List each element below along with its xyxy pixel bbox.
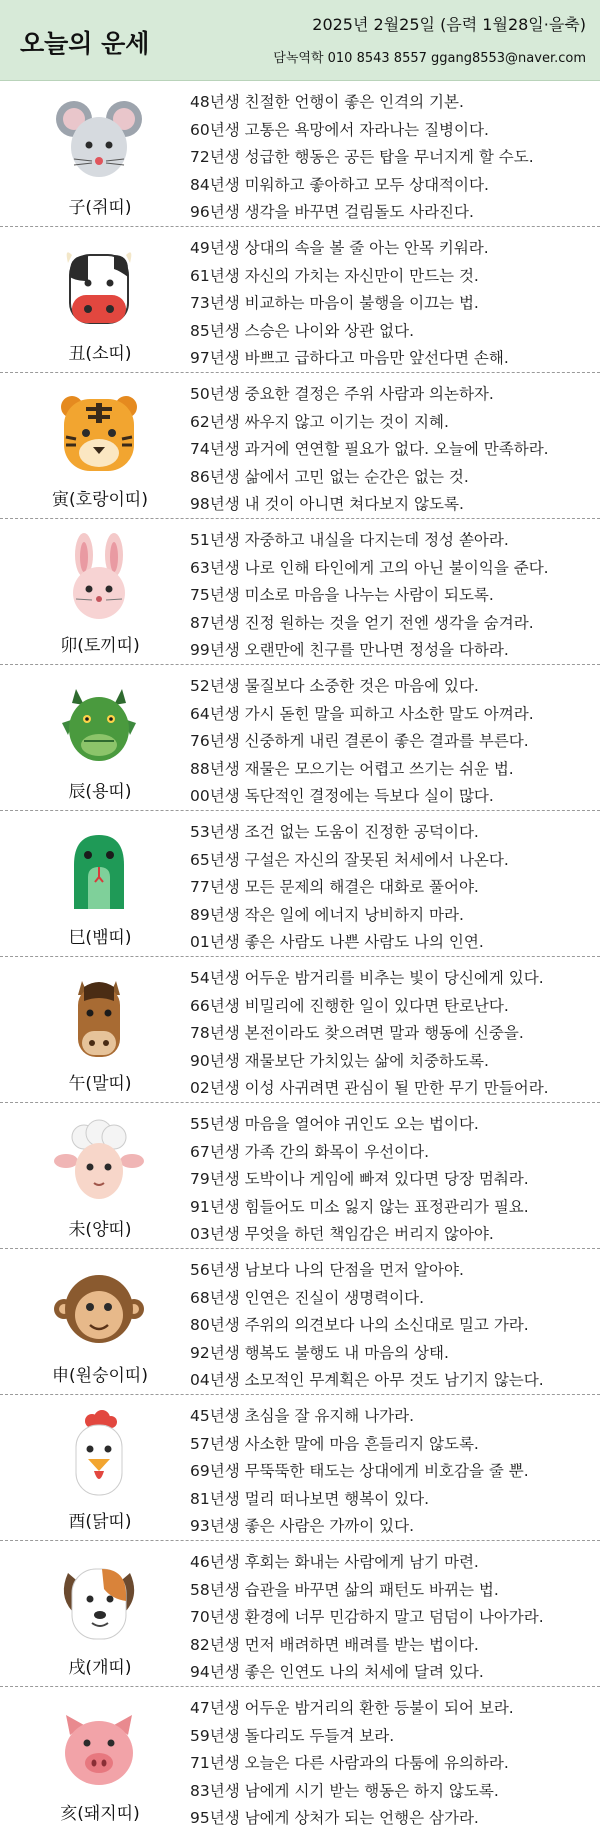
fortune-line: 91년생 힘들어도 미소 잃지 않는 표정관리가 필요. [190, 1197, 529, 1216]
fortune-line: 46년생 후회는 화내는 사람에게 남기 마련. [190, 1553, 479, 1571]
fortune-line: 65년생 구설은 자신의 잘못된 처세에서 나온다. [190, 850, 509, 869]
fortune-list [190, 1111, 596, 1249]
animal-column [0, 81, 180, 226]
fortune-list [190, 235, 596, 373]
animal-label: 未(양띠) [68, 1220, 132, 1240]
animal-label: 申(원숭이띠) [52, 1366, 148, 1386]
header [0, 0, 600, 81]
dragon-icon [54, 679, 144, 769]
fortune-line: 76년생 신중하게 내린 결론이 좋은 결과를 부른다. [190, 732, 529, 750]
animal-label: 寅(호랑이띠) [52, 490, 148, 510]
fortune-line: 86년생 삶에서 고민 없는 순간은 없는 것. [190, 467, 469, 486]
fortune-line: 56년생 남보다 나의 단점을 먼저 알아야. [190, 1261, 464, 1279]
fortune-line: 88년생 재물은 모으기는 어렵고 쓰기는 쉬운 법. [190, 759, 514, 778]
fortune-line: 04년생 소모적인 무계획은 아무 것도 남기지 않는다. [190, 1371, 544, 1389]
fortune-list [190, 673, 596, 811]
animal-column [0, 665, 180, 810]
fortune-line: 94년생 좋은 인연도 나의 처세에 달려 있다. [190, 1663, 484, 1681]
fortune-line: 54년생 어두운 밤거리를 비추는 빛이 당신에게 있다. [190, 969, 544, 987]
animal-column [0, 373, 180, 518]
zodiac-row-rabbit [0, 519, 600, 665]
fortune-list [190, 1403, 596, 1541]
animal-label: 戌(개띠) [68, 1658, 132, 1678]
animal-column [0, 227, 180, 372]
page-title: 오늘의 운세 [20, 29, 150, 58]
fortune-line: 62년생 싸우지 않고 이기는 것이 지혜. [190, 412, 449, 431]
fortune-line: 59년생 돌다리도 두들겨 보라. [190, 1726, 395, 1745]
fortune-list [190, 1257, 596, 1395]
fortune-line: 50년생 중요한 결정은 주위 사람과 의논하자. [190, 385, 494, 403]
fortune-line: 74년생 과거에 연연할 필요가 없다. 오늘에 만족하라. [190, 440, 549, 458]
fortune-line: 66년생 비밀리에 진행한 일이 있다면 탄로난다. [190, 996, 509, 1015]
zodiac-row-tiger [0, 373, 600, 519]
zodiac-row-rat [0, 81, 600, 227]
fortune-line: 53년생 조건 없는 도움이 진정한 공덕이다. [190, 823, 479, 841]
date-line: 2025년 2월25일 (음력 1월28일·을축) [312, 15, 586, 34]
fortune-line: 95년생 남에게 상처가 되는 언행은 삼가라. [190, 1809, 479, 1827]
fortune-line: 60년생 고통은 욕망에서 자라나는 질병이다. [190, 120, 489, 139]
fortune-list [190, 819, 596, 957]
fortune-list [190, 527, 596, 665]
fortune-list [190, 1549, 596, 1687]
zodiac-row-sheep [0, 1103, 600, 1249]
fortune-line: 03년생 무엇을 하던 책임감은 버리지 않아야. [190, 1225, 494, 1243]
fortune-line: 51년생 자중하고 내실을 다지는데 정성 쏟아라. [190, 531, 509, 549]
contact-line: 담녹역학 010 8543 8557 ggang8553@naver.com [273, 51, 586, 66]
rabbit-icon [54, 533, 144, 623]
fortune-line: 48년생 친절한 언행이 좋은 인격의 기본. [190, 93, 464, 111]
fortune-line: 97년생 바쁘고 급하다고 마음만 앞선다면 손해. [190, 349, 509, 367]
snake-icon [54, 825, 144, 915]
fortune-line: 83년생 남에게 시기 받는 행동은 하지 않도록. [190, 1781, 499, 1800]
header-info [273, 12, 586, 66]
rat-icon [54, 95, 144, 185]
fortune-list [190, 381, 596, 519]
fortune-line: 45년생 초심을 잘 유지해 나가라. [190, 1407, 415, 1425]
fortune-line: 69년생 무뚝뚝한 태도는 상대에게 비호감을 줄 뿐. [190, 1462, 529, 1480]
fortune-line: 57년생 사소한 말에 마음 흔들리지 않도록. [190, 1434, 479, 1453]
zodiac-row-pig [0, 1687, 600, 1833]
animal-label: 亥(돼지띠) [60, 1804, 140, 1824]
fortune-line: 93년생 좋은 사람은 가까이 있다. [190, 1517, 415, 1535]
animal-label: 辰(용띠) [68, 782, 132, 802]
animal-label: 子(쥐띠) [68, 198, 132, 218]
fortune-line: 98년생 내 것이 아니면 쳐다보지 않도록. [190, 495, 464, 513]
sheep-icon [54, 1117, 144, 1207]
fortune-line: 78년생 본전이라도 찾으려면 말과 행동에 신중을. [190, 1024, 524, 1042]
animal-column [0, 811, 180, 956]
fortune-line: 90년생 재물보단 가치있는 삶에 치중하도록. [190, 1051, 489, 1070]
fortune-line: 47년생 어두운 밤거리의 환한 등불이 되어 보라. [190, 1699, 514, 1717]
fortune-line: 85년생 스승은 나이와 상관 없다. [190, 321, 415, 340]
fortune-line: 58년생 습관을 바꾸면 삶의 패턴도 바뀌는 법. [190, 1580, 499, 1599]
fortune-line: 79년생 도박이나 게임에 빠져 있다면 당장 멈춰라. [190, 1170, 529, 1188]
fortune-line: 63년생 나로 인해 타인에게 고의 아닌 불이익을 준다. [190, 558, 549, 577]
monkey-icon [54, 1263, 144, 1353]
fortune-line: 80년생 주위의 의견보다 나의 소신대로 밀고 가라. [190, 1316, 529, 1334]
animal-column [0, 1103, 180, 1248]
animal-label: 午(말띠) [68, 1074, 132, 1094]
zodiac-row-dog [0, 1541, 600, 1687]
animal-column [0, 1541, 180, 1686]
ox-icon [54, 241, 144, 331]
animal-label: 酉(닭띠) [68, 1512, 132, 1532]
animal-column [0, 519, 180, 664]
animal-column [0, 1687, 180, 1833]
animal-column [0, 1249, 180, 1394]
animal-label: 巳(뱀띠) [68, 928, 132, 948]
fortune-list [190, 1695, 596, 1833]
animal-label: 卯(토끼띠) [60, 636, 140, 656]
zodiac-row-monkey [0, 1249, 600, 1395]
tiger-icon [54, 387, 144, 477]
animal-column [0, 957, 180, 1102]
animal-label: 丑(소띠) [68, 344, 132, 364]
fortune-line: 61년생 자신의 가치는 자신만이 만드는 것. [190, 266, 479, 285]
fortune-list [190, 89, 596, 227]
fortune-line: 64년생 가시 돋힌 말을 피하고 사소한 말도 아껴라. [190, 704, 534, 723]
fortune-line: 81년생 멀리 떠나보면 행복이 있다. [190, 1489, 430, 1508]
animal-column [0, 1395, 180, 1540]
fortune-line: 52년생 물질보다 소중한 것은 마음에 있다. [190, 677, 479, 695]
pig-icon [54, 1701, 144, 1791]
fortune-line: 49년생 상대의 속을 볼 줄 아는 안목 키워라. [190, 239, 489, 257]
fortune-line: 99년생 오랜만에 친구를 만나면 정성을 다하라. [190, 641, 509, 659]
fortune-line: 02년생 이성 사귀려면 관심이 될 만한 무기 만들어라. [190, 1079, 549, 1097]
fortune-line: 00년생 독단적인 결정에는 득보다 실이 많다. [190, 787, 494, 805]
fortune-line: 55년생 마음을 열어야 귀인도 오는 법이다. [190, 1115, 479, 1133]
horse-icon [54, 971, 144, 1061]
fortune-line: 01년생 좋은 사람도 나쁜 사람도 나의 인연. [190, 933, 484, 951]
fortune-line: 77년생 모든 문제의 해결은 대화로 풀어야. [190, 878, 479, 896]
fortune-line: 84년생 미워하고 좋아하고 모두 상대적이다. [190, 175, 489, 194]
zodiac-row-ox [0, 227, 600, 373]
fortune-list [190, 965, 596, 1103]
zodiac-row-horse [0, 957, 600, 1103]
fortune-line: 71년생 오늘은 다른 사람과의 다툼에 유의하라. [190, 1754, 509, 1772]
dog-icon [54, 1555, 144, 1645]
fortune-line: 82년생 먼저 배려하면 배려를 받는 법이다. [190, 1635, 479, 1654]
rooster-icon [54, 1409, 144, 1499]
fortune-line: 73년생 비교하는 마음이 불행을 이끄는 법. [190, 294, 479, 312]
zodiac-row-dragon [0, 665, 600, 811]
fortune-line: 68년생 인연은 진실이 생명력이다. [190, 1288, 425, 1307]
zodiac-row-snake [0, 811, 600, 957]
zodiac-row-rooster [0, 1395, 600, 1541]
fortune-line: 87년생 진정 원하는 것을 얻기 전엔 생각을 숨겨라. [190, 613, 534, 632]
fortune-line: 70년생 환경에 너무 민감하지 말고 덤덤이 나아가라. [190, 1608, 544, 1626]
fortune-line: 96년생 생각을 바꾸면 걸림돌도 사라진다. [190, 203, 474, 221]
fortune-line: 92년생 행복도 불행도 내 마음의 상태. [190, 1343, 449, 1362]
fortune-line: 89년생 작은 일에 에너지 낭비하지 마라. [190, 905, 464, 924]
fortune-line: 75년생 미소로 마음을 나누는 사람이 되도록. [190, 586, 494, 604]
fortune-line: 67년생 가족 간의 화목이 우선이다. [190, 1142, 430, 1161]
fortune-line: 72년생 성급한 행동은 공든 탑을 무너지게 할 수도. [190, 148, 534, 166]
